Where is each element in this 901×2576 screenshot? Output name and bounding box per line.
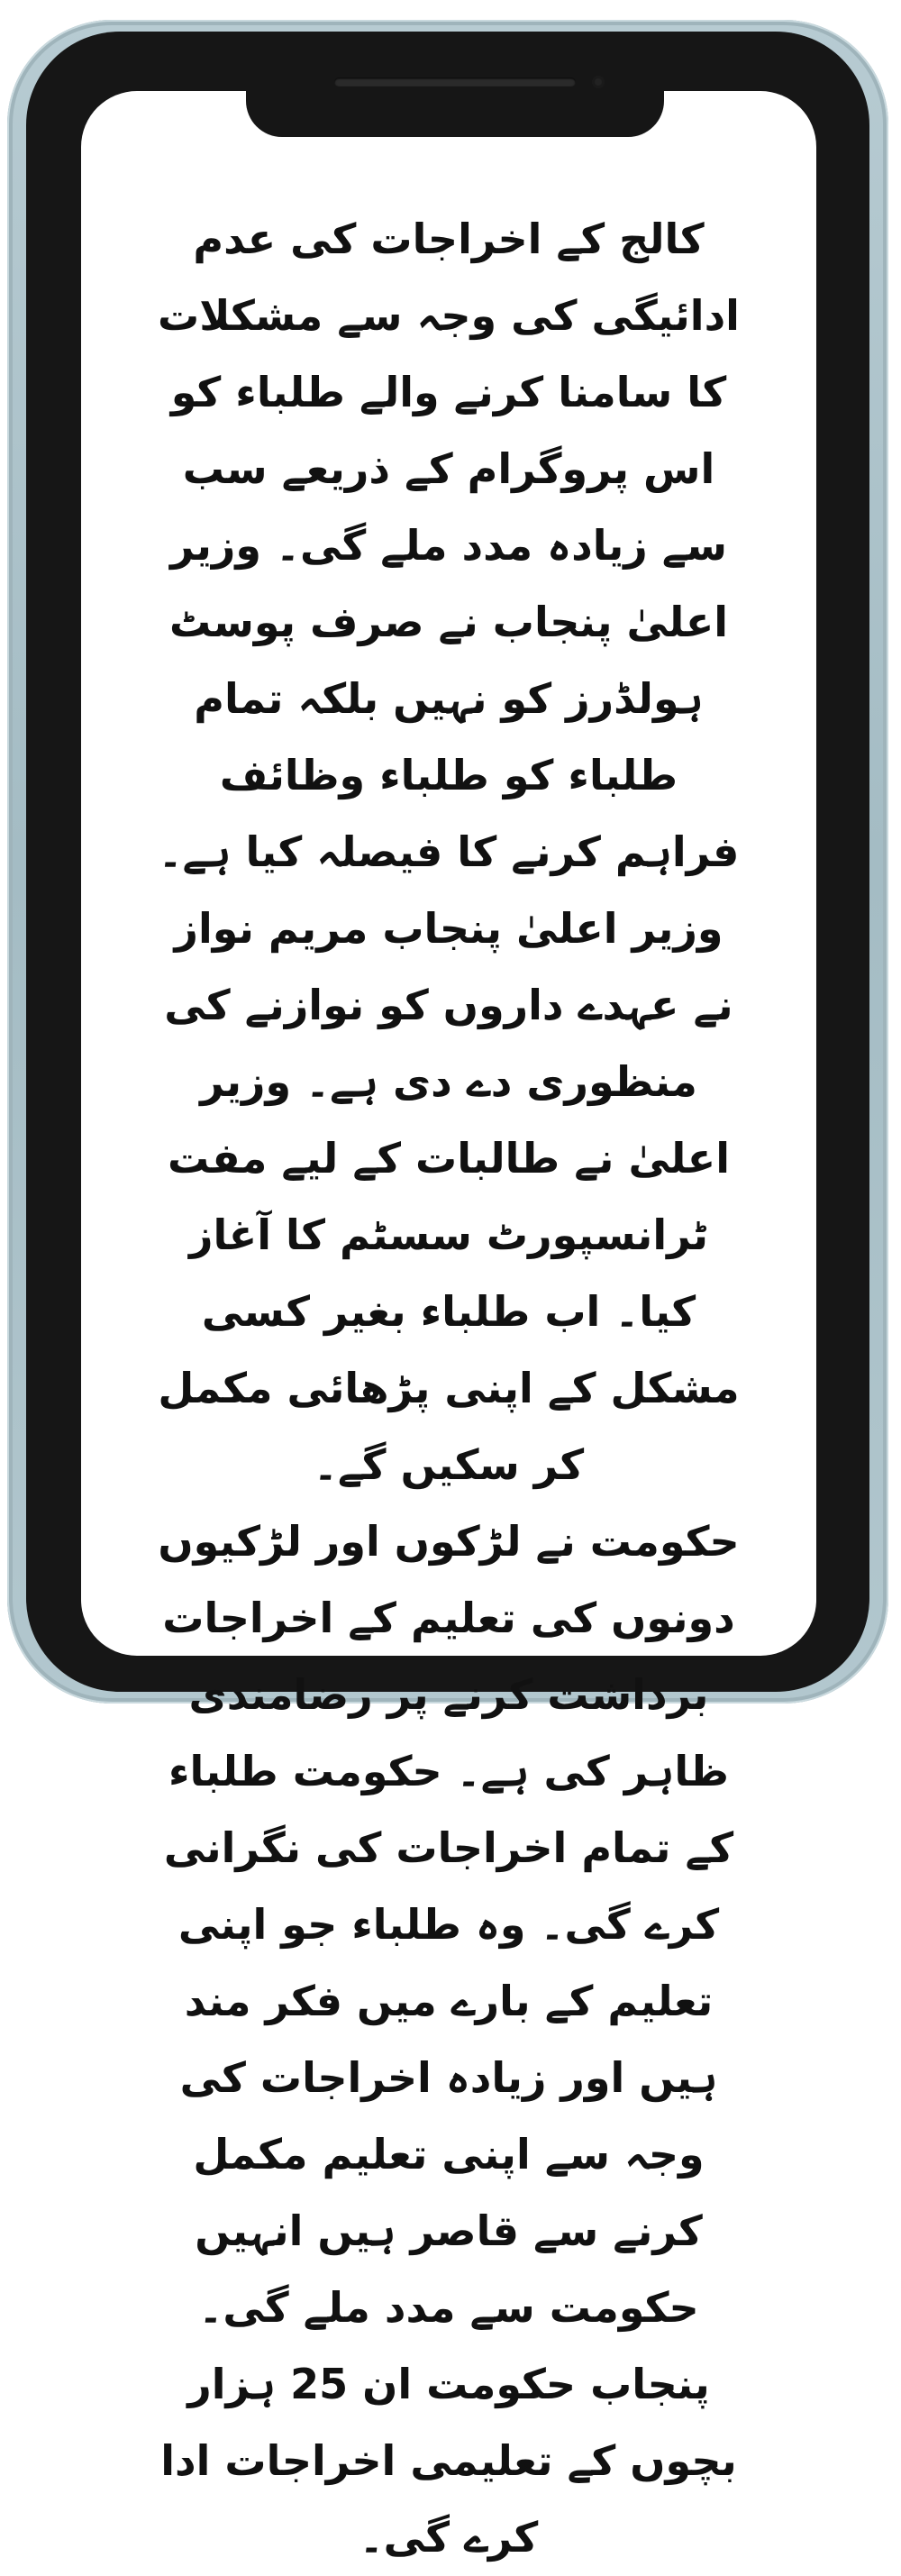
paragraph-2: حکومت نے لڑکوں اور لڑکیوں دونوں کی تعلیم کے اخراجات برداشت کرنے پر رضامندی ظاہر کی ہے۔ حکومت طلباء کے تمام اخراجات کی نگرانی کرے گی۔ وہ طلباء جو اپنی تعلیم کے بارے میں فکر مند ہیں اور زیادہ اخراجات کی وجہ سے اپنی تعلیم مکمل کرنے سے قاصر ہیں انہیں حکومت سے مدد ملے گی۔ پنجاب حکومت ان 25 ہزار بچوں کے تعلیمی اخراجات ادا کرے گی۔ [158,1517,740,2562]
paragraph-1: کالج کے اخراجات کی عدم ادائیگی کی وجہ سے مشکلات کا سامنا کرنے والے طلباء کو اس پروگرام کے ذریعے سب سے زیادہ مدد ملے گی۔ وزیر اعلیٰ پنجاب نے صرف پوسٹ ہولڈرز کو نہیں بلکہ تمام طلباء کو طلباء وظائف فراہم کرنے کا فیصلہ کیا ہے۔ وزیر اعلیٰ پنجاب مریم نواز نے عہدے داروں کو نوازنے کی منظوری دے دی ہے۔ وزیر اعلیٰ نے طالبات کے لیے مفت ٹرانسپورٹ سسٹم کا آغاز کیا۔ اب طلباء بغیر کسی مشکل کے اپنی پڑھائی مکمل کر سکیں گے۔ [158,215,740,1489]
phone-screen [81,91,816,2562]
phone-bezel [26,32,869,2562]
phone-notch [246,50,664,137]
phone-frame [7,20,888,2562]
speaker-grille-icon [334,78,576,87]
article-text [153,201,744,2576]
front-camera-icon [592,76,605,88]
